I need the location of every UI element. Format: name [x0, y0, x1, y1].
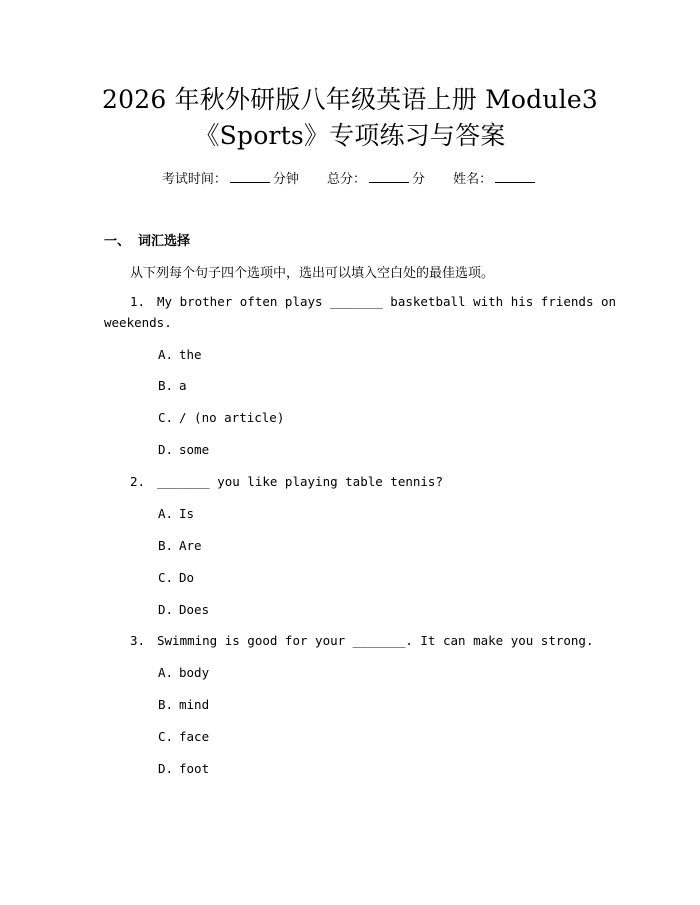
option-text: / (no article) — [179, 410, 285, 425]
document-title-line-2: 《Sports》专项练习与答案 — [194, 121, 506, 150]
option-text: foot — [179, 761, 210, 776]
exam-time-label: 考试时间： — [161, 172, 227, 187]
question-3-option-c[interactable] — [158, 729, 209, 744]
question-1-option-b[interactable] — [158, 378, 187, 393]
option-letter: A. — [158, 506, 174, 521]
option-text: Does — [179, 602, 210, 617]
document-title-line-1: 2026 年秋外研版八年级英语上册 Module3 — [102, 85, 598, 114]
exam-time-unit: 分钟 — [272, 172, 299, 187]
section-number: 一、 — [104, 234, 131, 249]
section-heading — [104, 230, 190, 249]
total-score-unit: 分 — [412, 172, 426, 187]
option-letter: A. — [158, 665, 174, 680]
option-letter: C. — [158, 729, 174, 744]
option-text: mind — [179, 697, 210, 712]
option-letter: D. — [158, 602, 174, 617]
question-3-number: 3. — [130, 633, 146, 648]
question-2-number: 2. — [130, 474, 146, 489]
question-3-option-d[interactable] — [158, 761, 209, 776]
student-name-blank[interactable] — [495, 169, 535, 183]
option-text: a — [179, 378, 187, 393]
question-1-text: My brother often plays _______ basketball with his friends on — [157, 294, 617, 309]
option-letter: D. — [158, 761, 174, 776]
question-2-option-a[interactable] — [158, 506, 194, 521]
student-name-label: 姓名： — [453, 172, 493, 187]
question-1-option-d[interactable] — [158, 442, 209, 457]
total-score-blank[interactable] — [369, 169, 409, 183]
option-text: Is — [179, 506, 195, 521]
exam-time-field — [162, 168, 299, 187]
question-3 — [130, 633, 594, 648]
question-1 — [130, 294, 616, 309]
exam-info-row — [0, 168, 700, 187]
question-1-text-continuation: weekends. — [104, 315, 172, 330]
exam-time-blank[interactable] — [230, 169, 270, 183]
question-3-option-b[interactable] — [158, 697, 209, 712]
total-score-field — [327, 168, 425, 187]
option-text: body — [179, 665, 210, 680]
option-letter: C. — [158, 570, 174, 585]
option-letter: B. — [158, 538, 174, 553]
option-text: the — [179, 347, 202, 362]
option-letter: B. — [158, 378, 174, 393]
question-2-text: _______ you like playing table tennis? — [157, 474, 443, 489]
question-2-option-d[interactable] — [158, 602, 209, 617]
option-text: some — [179, 442, 210, 457]
question-2-option-b[interactable] — [158, 538, 202, 553]
section-title: 词汇选择 — [138, 234, 191, 249]
option-text: face — [179, 729, 210, 744]
student-name-field — [453, 168, 538, 187]
option-letter: A. — [158, 347, 174, 362]
option-letter: B. — [158, 697, 174, 712]
total-score-label: 总分： — [326, 172, 366, 187]
option-text: Are — [179, 538, 202, 553]
question-1-number: 1. — [130, 294, 146, 309]
question-1-option-c[interactable] — [158, 410, 284, 425]
question-2-option-c[interactable] — [158, 570, 194, 585]
section-instruction: 从下列每个句子四个选项中，选出可以填入空白处的最佳选项。 — [130, 266, 495, 281]
option-letter: C. — [158, 410, 174, 425]
question-1-option-a[interactable] — [158, 347, 202, 362]
question-3-option-a[interactable] — [158, 665, 209, 680]
question-2 — [130, 474, 443, 489]
option-letter: D. — [158, 442, 174, 457]
option-text: Do — [179, 570, 195, 585]
question-3-text: Swimming is good for your _______. It can make you strong. — [157, 633, 594, 648]
